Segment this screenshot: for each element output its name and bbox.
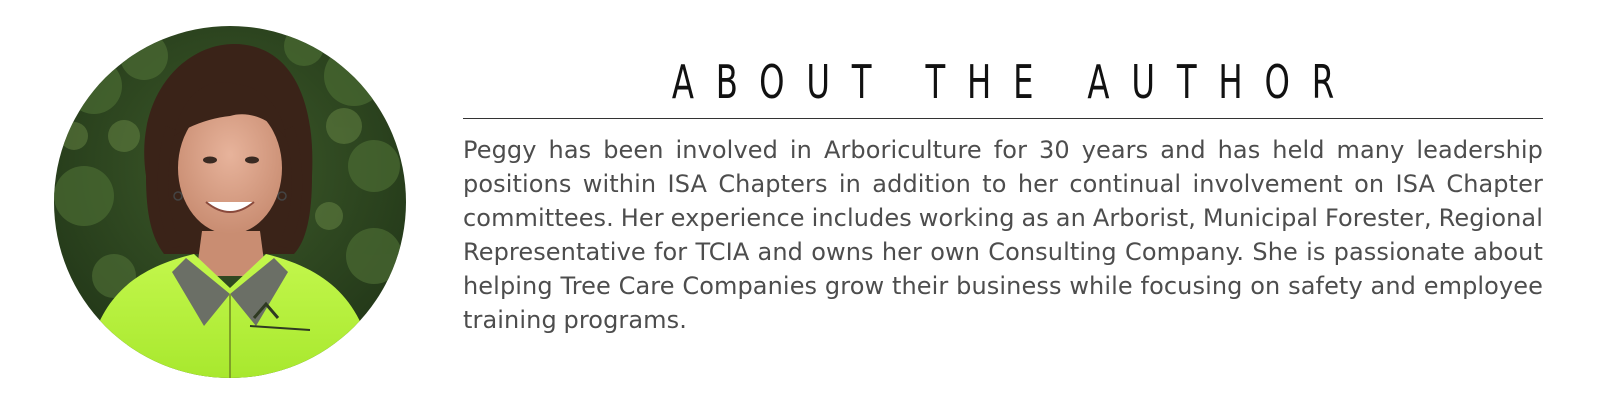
author-photo: [54, 26, 406, 378]
heading-divider: [463, 118, 1543, 119]
author-portrait-image: [54, 26, 406, 378]
author-bio: Peggy has been involved in Arboriculture for 30 years and has held many leadership positions within ISA Chapters in addition to her continual involvement on ISA Chapter committees. Her experience includes working as an Arborist, Municipal Forester, Regional Representative for TCIA and owns her own Consulting Company. She is passionate about helping Tree Care Companies grow their business while focusing on safety and employee training programs.: [463, 136, 1543, 334]
author-content: [463, 52, 1543, 337]
section-heading: ABOUT THE AUTHOR: [671, 55, 1357, 109]
